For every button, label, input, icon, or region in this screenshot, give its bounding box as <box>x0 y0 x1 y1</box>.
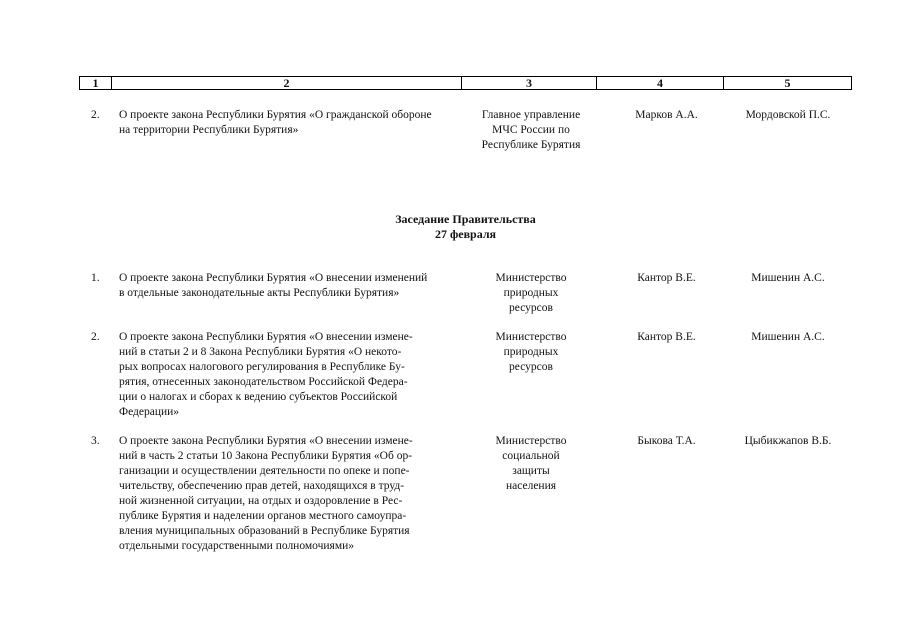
section-title: Заседание Правительства <box>395 212 536 226</box>
section-heading <box>79 212 852 242</box>
title-line: публике Бурятия и наделении органов местного самоупра- <box>119 510 407 522</box>
org-line: Главное управление <box>481 109 581 121</box>
title-line: ной жизненной ситуации, на отдых и оздоровление в Рес- <box>119 495 403 507</box>
title-line: ганизации и осуществлении деятельности по опеке и попе- <box>119 465 410 477</box>
row-executor: Мишенин А.С. <box>751 272 825 284</box>
org-line: социальной <box>502 450 560 462</box>
title-line: вления муниципальных образований в Республике Бурятия <box>119 525 410 537</box>
org-line: МЧС России по <box>492 124 570 136</box>
header-col-3: 3 <box>462 77 597 89</box>
org-line: Министерство <box>495 435 567 447</box>
title-line: Федерации» <box>119 406 180 418</box>
title-line: в отдельные законодательные акты Республики Бурятия» <box>119 287 400 299</box>
org-line: Министерство <box>495 272 567 284</box>
title-line: О проекте закона Республики Бурятия «О гражданской обороне <box>119 109 432 121</box>
title-line: ний в часть 2 статьи 10 Закона Республики Бурятия «Об ор- <box>119 450 413 462</box>
org-line: Республике Бурятия <box>481 139 581 151</box>
title-line: на территории Республики Бурятия» <box>119 124 299 136</box>
title-line: отдельными государственными полномочиями» <box>119 540 355 552</box>
row-executor: Мордовской П.С. <box>745 109 831 121</box>
row-number: 2. <box>91 109 100 121</box>
row-number: 3. <box>91 435 100 447</box>
org-line: Министерство <box>495 331 567 343</box>
row-responsible: Кантор В.Е. <box>637 331 696 343</box>
org-line: ресурсов <box>509 302 553 314</box>
section-date: 27 февраля <box>434 227 497 241</box>
row-title <box>119 271 458 301</box>
table-header <box>79 76 852 90</box>
header-col-2: 2 <box>112 77 462 89</box>
title-line: чительству, обеспечению прав детей, находящихся в труд- <box>119 480 405 492</box>
row-organization <box>471 271 591 316</box>
row-responsible: Быкова Т.А. <box>637 435 696 447</box>
title-line: ний в статьи 2 и 8 Закона Республики Бурятия «О некото- <box>119 346 402 358</box>
row-title <box>119 434 458 554</box>
row-organization <box>471 330 591 375</box>
title-line: ции о налогах и сборах к ведению субъектов Российской <box>119 391 398 403</box>
row-number: 1. <box>91 272 100 284</box>
org-line: природных <box>503 287 559 299</box>
title-line: О проекте закона Республики Бурятия «О внесении изменений <box>119 272 428 284</box>
row-responsible: Марков А.А. <box>635 109 698 121</box>
title-line: О проекте закона Республики Бурятия «О внесении измене- <box>119 331 413 343</box>
org-line: защиты <box>512 465 550 477</box>
row-number: 2. <box>91 331 100 343</box>
title-line: рятия, отнесенных законодательством Российской Федера- <box>119 376 408 388</box>
header-col-1: 1 <box>80 77 112 89</box>
header-col-4: 4 <box>597 77 724 89</box>
row-organization <box>471 108 591 153</box>
row-title <box>119 330 458 420</box>
row-responsible: Кантор В.Е. <box>637 272 696 284</box>
org-line: населения <box>505 480 557 492</box>
row-organization <box>471 434 591 494</box>
row-title <box>119 108 458 138</box>
row-executor: Мишенин А.С. <box>751 331 825 343</box>
org-line: природных <box>503 346 559 358</box>
org-line: ресурсов <box>509 361 553 373</box>
title-line: О проекте закона Республики Бурятия «О внесении измене- <box>119 435 413 447</box>
header-col-5: 5 <box>784 76 791 90</box>
title-line: рых вопросах налогового регулирования в Республике Бу- <box>119 361 405 373</box>
row-executor: Цыбикжапов В.Б. <box>744 435 832 447</box>
